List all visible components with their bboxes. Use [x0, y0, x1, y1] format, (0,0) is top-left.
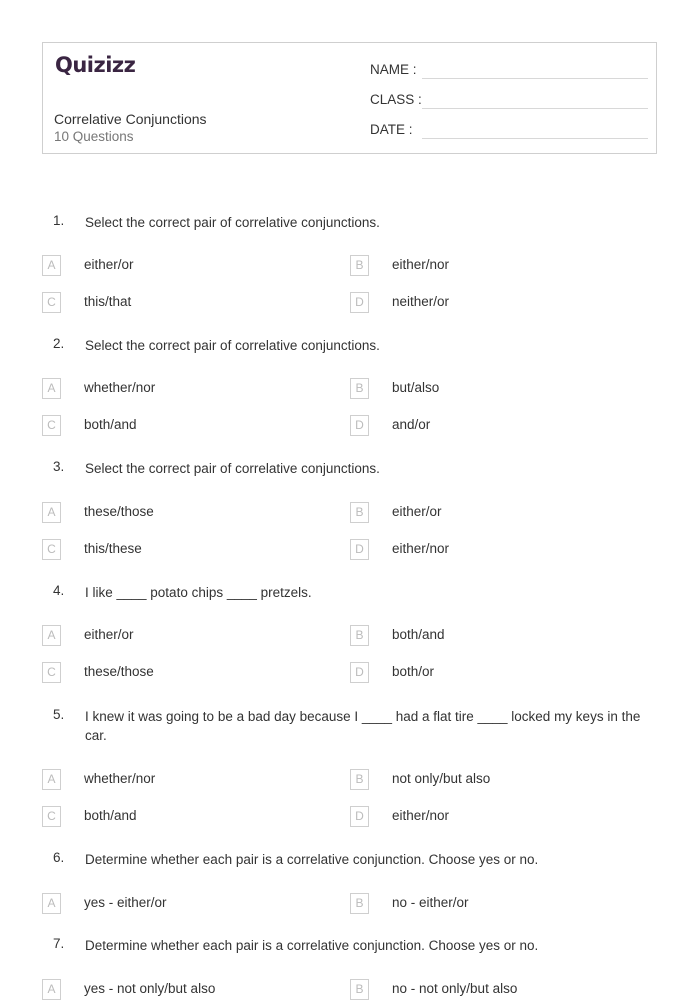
- option-text: whether/nor: [84, 380, 156, 395]
- option-letter-box: A: [42, 255, 61, 276]
- date-field[interactable]: [370, 119, 648, 139]
- option-text: either/or: [392, 504, 442, 519]
- option-letter-box: B: [350, 502, 369, 523]
- class-field[interactable]: [370, 89, 648, 109]
- question-text: Determine whether each pair is a correlative conjunction. Choose yes or no.: [85, 852, 539, 867]
- option-letter-box: D: [350, 292, 369, 313]
- option-letter-box: C: [42, 806, 61, 827]
- option-text: both/or: [392, 664, 435, 679]
- question-text: I like ____ potato chips ____ pretzels.: [85, 585, 312, 600]
- option-letter-box: A: [42, 502, 61, 523]
- name-label: NAME :: [370, 62, 417, 77]
- option-letter-box: C: [42, 539, 61, 560]
- question-text: Determine whether each pair is a correlative conjunction. Choose yes or no.: [85, 938, 539, 953]
- option-letter-box: A: [42, 769, 61, 790]
- option-letter-box: B: [350, 625, 369, 646]
- option-text: either/or: [84, 627, 134, 642]
- option-letter-box: B: [350, 378, 369, 399]
- option-text: either/nor: [392, 257, 450, 272]
- option-text: this/that: [84, 294, 132, 309]
- quizizz-logo: Quizizz: [55, 53, 136, 77]
- option-text: yes - not only/but also: [84, 981, 216, 996]
- option-text: but/also: [392, 380, 440, 395]
- question-text: Select the correct pair of correlative conjunctions.: [85, 338, 380, 353]
- question-text: Select the correct pair of correlative conjunctions.: [85, 461, 380, 476]
- question-number: 3.: [53, 459, 65, 474]
- date-label: DATE :: [370, 122, 413, 137]
- question-number: 7.: [53, 936, 65, 951]
- option-text: yes - either/or: [84, 895, 167, 910]
- option-letter-box: C: [42, 292, 61, 313]
- option-letter-box: B: [350, 979, 369, 1000]
- option-text: both/and: [84, 417, 137, 432]
- name-field[interactable]: [370, 59, 648, 79]
- option-letter-box: B: [350, 255, 369, 276]
- option-letter-box: A: [42, 979, 61, 1000]
- option-text: neither/or: [392, 294, 450, 309]
- name-line[interactable]: [422, 78, 648, 79]
- class-line[interactable]: [422, 108, 648, 109]
- option-letter-box: B: [350, 769, 369, 790]
- option-text: these/those: [84, 664, 154, 679]
- option-letter-box: C: [42, 415, 61, 436]
- option-letter-box: D: [350, 806, 369, 827]
- question-text: Select the correct pair of correlative conjunctions.: [85, 215, 380, 230]
- option-text: and/or: [392, 417, 431, 432]
- option-text: no - not only/but also: [392, 981, 518, 996]
- option-text: both/and: [392, 627, 445, 642]
- worksheet-header: [42, 42, 657, 154]
- option-letter-box: A: [42, 893, 61, 914]
- option-letter-box: D: [350, 415, 369, 436]
- option-letter-box: A: [42, 378, 61, 399]
- option-text: not only/but also: [392, 771, 491, 786]
- question-number: 4.: [53, 583, 65, 598]
- date-line[interactable]: [422, 138, 648, 139]
- option-text: no - either/or: [392, 895, 469, 910]
- option-text: either/nor: [392, 808, 450, 823]
- question-number: 6.: [53, 850, 65, 865]
- option-text: whether/nor: [84, 771, 156, 786]
- option-text: either/nor: [392, 541, 450, 556]
- question-number: 2.: [53, 336, 65, 351]
- option-text: this/these: [84, 541, 142, 556]
- option-text: both/and: [84, 808, 137, 823]
- option-letter-box: A: [42, 625, 61, 646]
- worksheet-title: Correlative Conjunctions: [54, 111, 207, 127]
- option-letter-box: D: [350, 539, 369, 560]
- option-text: either/or: [84, 257, 134, 272]
- question-number: 5.: [53, 707, 65, 722]
- option-letter-box: D: [350, 662, 369, 683]
- option-letter-box: C: [42, 662, 61, 683]
- question-count: 10 Questions: [54, 129, 134, 144]
- option-text: these/those: [84, 504, 154, 519]
- question-number: 1.: [53, 213, 65, 228]
- class-label: CLASS :: [370, 92, 422, 107]
- question-text: I knew it was going to be a bad day because I ____ had a flat tire ____ locked my keys in the car.: [85, 709, 641, 743]
- option-letter-box: B: [350, 893, 369, 914]
